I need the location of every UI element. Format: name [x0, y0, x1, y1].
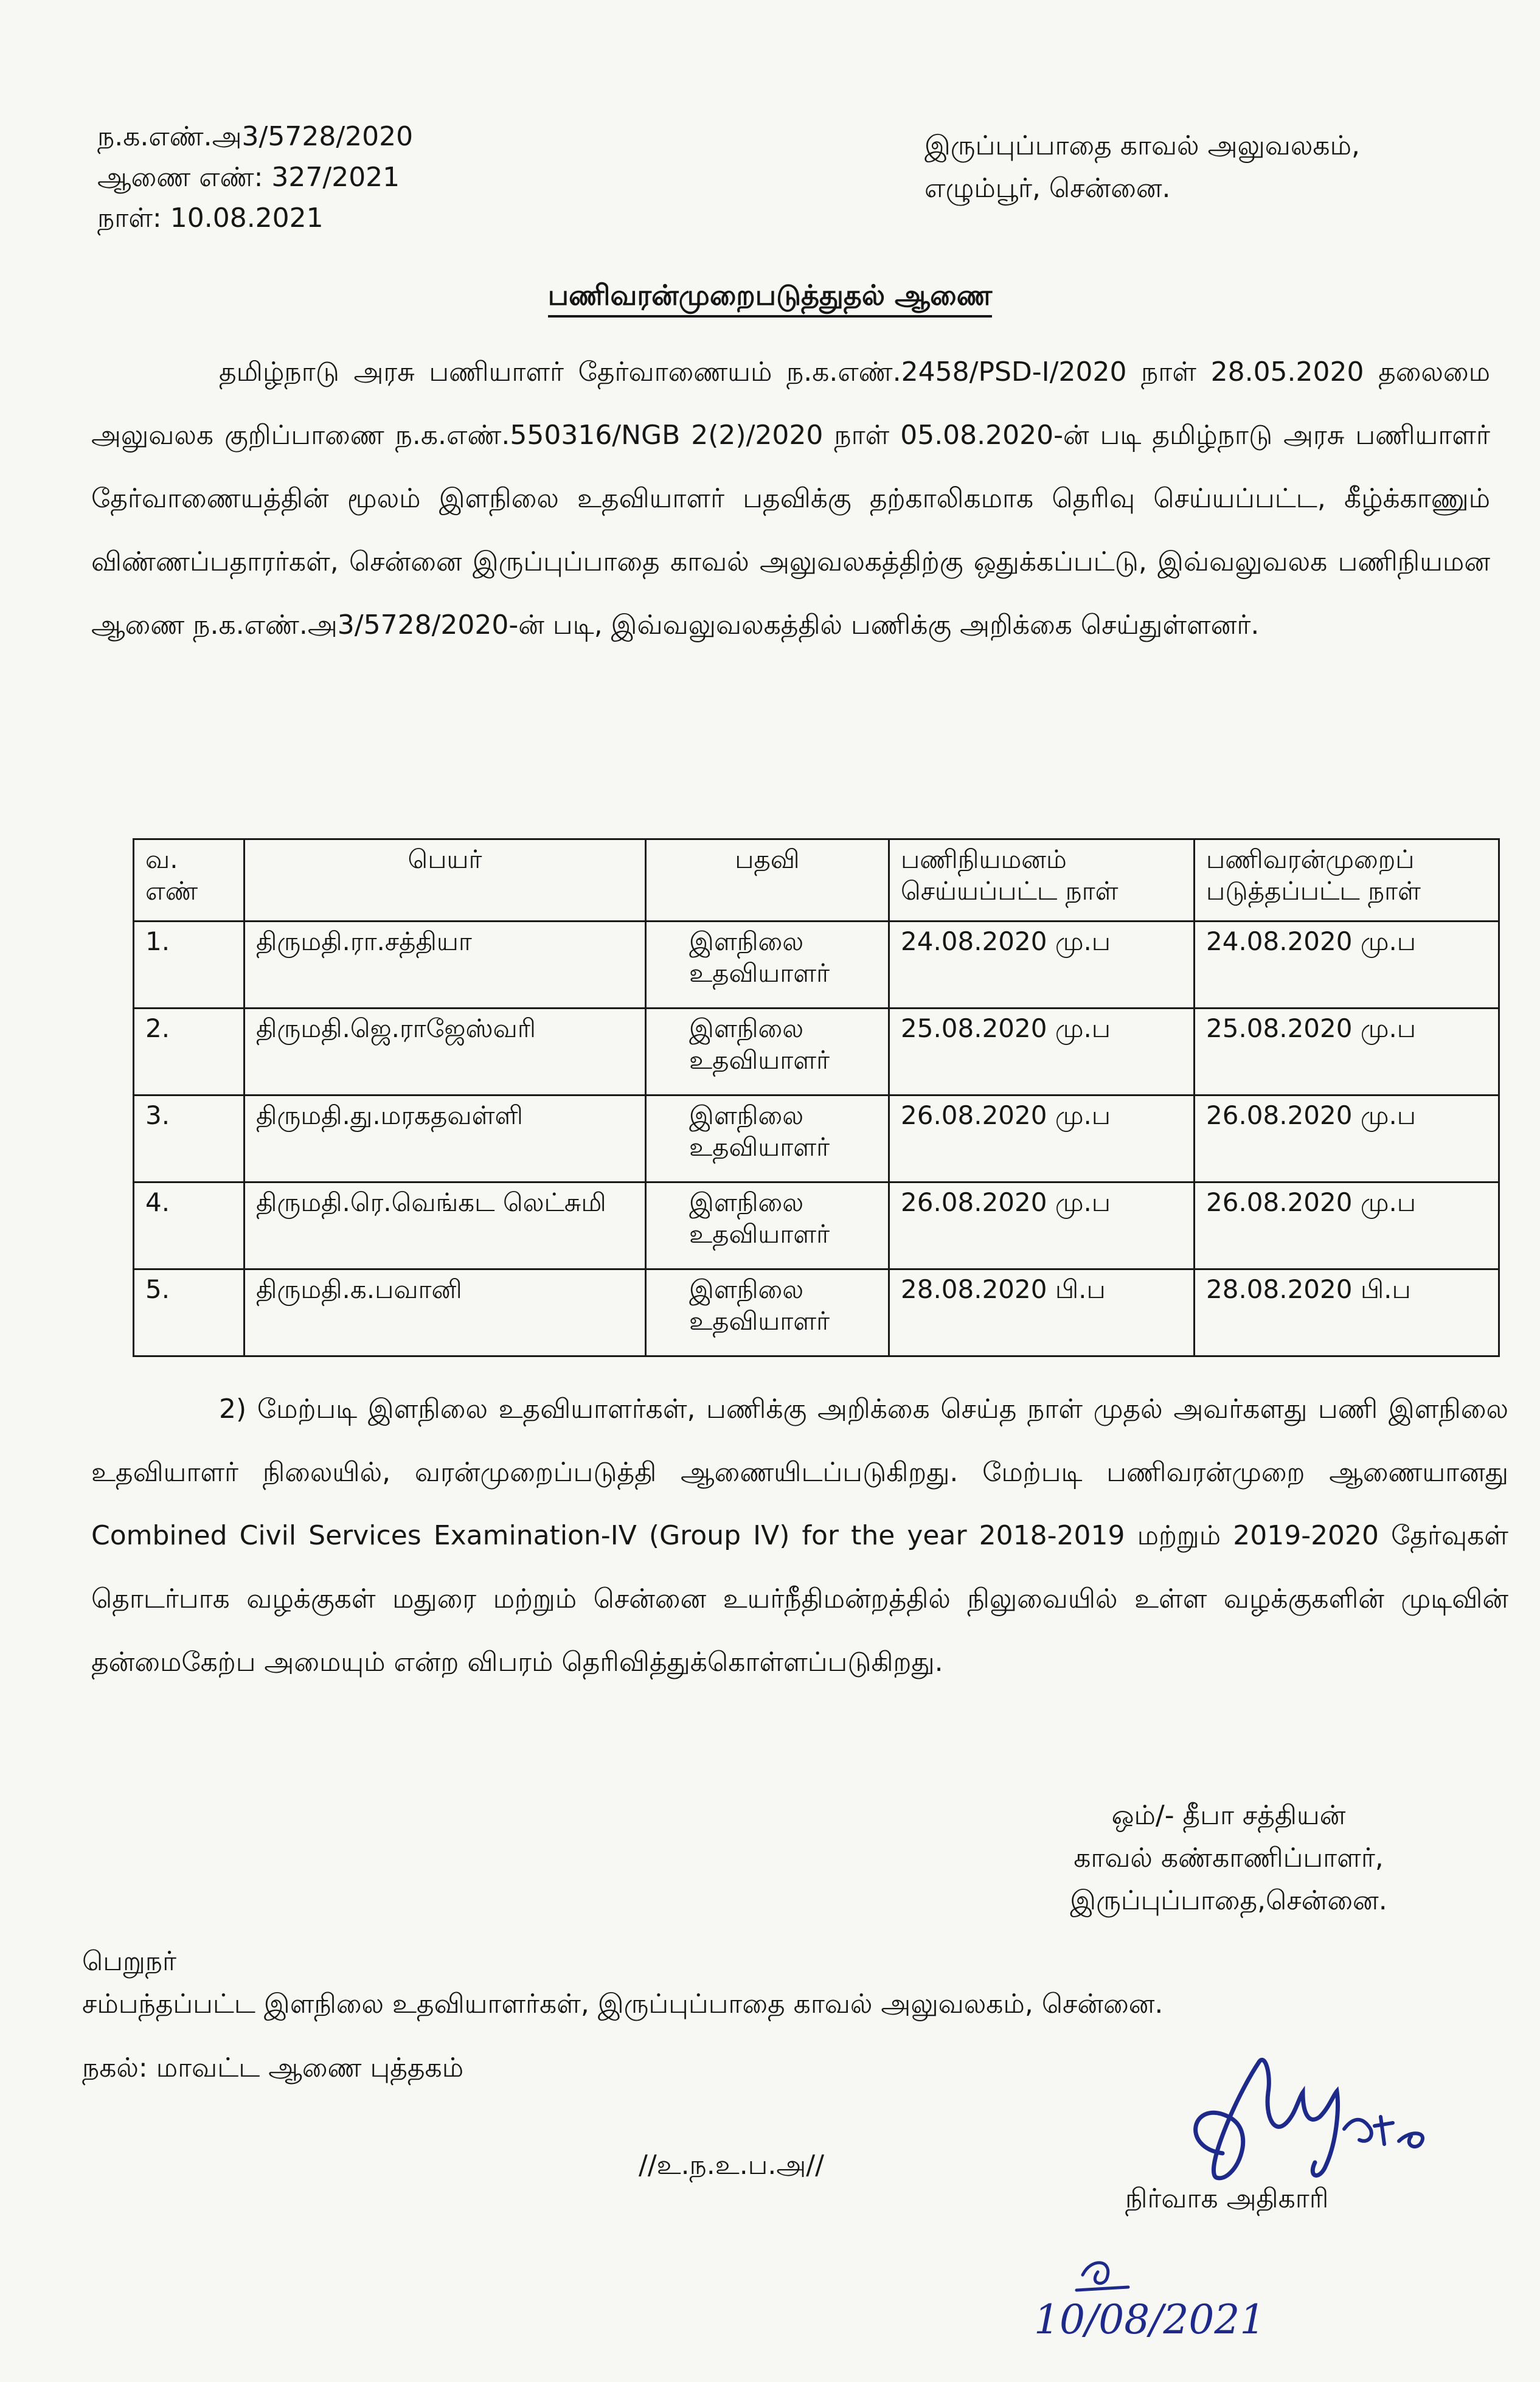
handwritten-initial-icon — [1070, 2245, 1143, 2299]
cell-sno: 3. — [134, 1096, 245, 1182]
cell-name: திருமதி.ஜெ.ராஜேஸ்வரி — [245, 1009, 646, 1096]
cell-post: இளநிலை உதவியாளர் — [646, 1009, 889, 1096]
header-post: பதவி — [646, 839, 889, 922]
signatory-place: இருப்புப்பாதை,சென்னை. — [1070, 1885, 1387, 1916]
paragraph-2: 2) மேற்படி இளநிலை உதவியாளர்கள், பணிக்கு அறிக்கை செய்த நாள் முதல் அவர்களது பணி இளநிலை உதவியாளர் நிலையில், வரன்முறைப்படுத்தி ஆணையிடப்படுகிறது. மேற்படி பணிவரன்முறை ஆணையானது Combined Civil Services Examination-IV (Group IV) for the year 2018-2019 மற்றும் 2019-2020 தேர்வுகள் தொடர்பாக வழக்குகள் மதுரை மற்றும் சென்னை உயர்நீதிமன்றத்தில் நிலுவையில் உள்ள வழக்குகளின் முடிவின் தன்மைகேற்ப அமையும் என்ற விபரம் தெரிவித்துக்கொள்ளப்படுகிறது. — [91, 1394, 1508, 1678]
table-header-row — [134, 839, 1499, 922]
cell-appointed-date: 26.08.2020 மு.ப — [889, 1096, 1195, 1182]
signatory-designation: காவல் கண்காணிப்பாளர், — [1073, 1842, 1384, 1873]
cell-name: திருமதி.ரா.சத்தியா — [245, 922, 646, 1009]
recipients-label: பெறுநர் — [82, 1946, 176, 1977]
cell-post: இளநிலை உதவியாளர் — [646, 1269, 889, 1356]
cell-sno: 1. — [134, 922, 245, 1009]
cell-regularised-date: 26.08.2020 மு.ப — [1195, 1182, 1499, 1269]
table-row — [134, 922, 1499, 1009]
copy-to: நகல்: மாவட்ட ஆணை புத்தகம் — [82, 2052, 464, 2083]
cell-appointed-date: 26.08.2020 மு.ப — [889, 1182, 1195, 1269]
header-regularised-date: பணிவரன்முறைப் படுத்தப்பட்ட நாள் — [1195, 839, 1499, 922]
handwritten-date: 10/08/2021 — [1034, 2296, 1266, 2343]
header-sno: வ. எண் — [134, 839, 245, 922]
table-row — [134, 1269, 1499, 1356]
table-row — [134, 1182, 1499, 1269]
office-address-line1: இருப்புப்பாதை காவல் அலுவலகம், — [924, 130, 1360, 161]
order-date: நாள்: 10.08.2021 — [97, 203, 324, 234]
cell-regularised-date: 25.08.2020 மு.ப — [1195, 1009, 1499, 1096]
paragraph-1: தமிழ்நாடு அரசு பணியாளர் தேர்வாணையம் ந.க.எண்.2458/PSD-I/2020 நாள் 28.05.2020 தலைமை அலுவலக குறிப்பாணை ந.க.எண்.550316/NGB 2(2)/2020 நாள் 05.08.2020-ன் படி தமிழ்நாடு அரசு பணியாளர் தேர்வாணையத்தின் மூலம் இளநிலை உதவியாளர் பதவிக்கு தற்காலிகமாக தெரிவு செய்யப்பட்ட, கீழ்க்காணும் விண்ணப்பதாரர்கள், சென்னை இருப்புப்பாதை காவல் அலுவலகத்திற்கு ஒதுக்கப்பட்டு, இவ்வலுவலக பணிநியமன ஆணை ந.க.எண்.அ3/5728/2020-ன் படி, இவ்வலுவலகத்தில் பணிக்கு அறிக்கை செய்துள்ளனர். — [91, 356, 1490, 641]
attestation-mark: //உ.ந.உ.ப.அ// — [639, 2150, 824, 2181]
table-row — [134, 1096, 1499, 1182]
cell-post: இளநிலை உதவியாளர் — [646, 1096, 889, 1182]
cell-sno: 5. — [134, 1269, 245, 1356]
cell-regularised-date: 26.08.2020 மு.ப — [1195, 1096, 1499, 1182]
file-number: ந.க.எண்.அ3/5728/2020 — [97, 121, 414, 152]
cell-appointed-date: 24.08.2020 மு.ப — [889, 922, 1195, 1009]
recipients-line: சம்பந்தப்பட்ட இளநிலை உதவியாளர்கள், இருப்புப்பாதை காவல் அலுவலகம், சென்னை. — [82, 1988, 1164, 2019]
cell-appointed-date: 28.08.2020 பி.ப — [889, 1269, 1195, 1356]
officer-title: நிர்வாக அதிகாரி — [1125, 2183, 1329, 2214]
table-row — [134, 1009, 1499, 1096]
cell-regularised-date: 28.08.2020 பி.ப — [1195, 1269, 1499, 1356]
cell-sno: 2. — [134, 1009, 245, 1096]
signatory-name: ஒம்/- தீபா சத்தியன் — [1111, 1800, 1346, 1831]
cell-sno: 4. — [134, 1182, 245, 1269]
office-address-line2: எழும்பூர், சென்னை. — [924, 173, 1171, 204]
header-appointed-date: பணிநியமனம் செய்யப்பட்ட நாள் — [889, 839, 1195, 922]
cell-name: திருமதி.து.மரகதவள்ளி — [245, 1096, 646, 1182]
cell-appointed-date: 25.08.2020 மு.ப — [889, 1009, 1195, 1096]
header-name: பெயர் — [245, 839, 646, 922]
cell-name: திருமதி.க.பவானி — [245, 1269, 646, 1356]
cell-post: இளநிலை உதவியாளர் — [646, 922, 889, 1009]
staff-table — [133, 838, 1500, 1357]
order-number: ஆணை எண்: 327/2021 — [97, 162, 400, 193]
cell-regularised-date: 24.08.2020 மு.ப — [1195, 922, 1499, 1009]
cell-post: இளநிலை உதவியாளர் — [646, 1182, 889, 1269]
document-title: பணிவரன்முறைபடுத்துதல் ஆணை — [0, 277, 1540, 313]
cell-name: திருமதி.ரெ.வெங்கட லெட்சுமி — [245, 1182, 646, 1269]
